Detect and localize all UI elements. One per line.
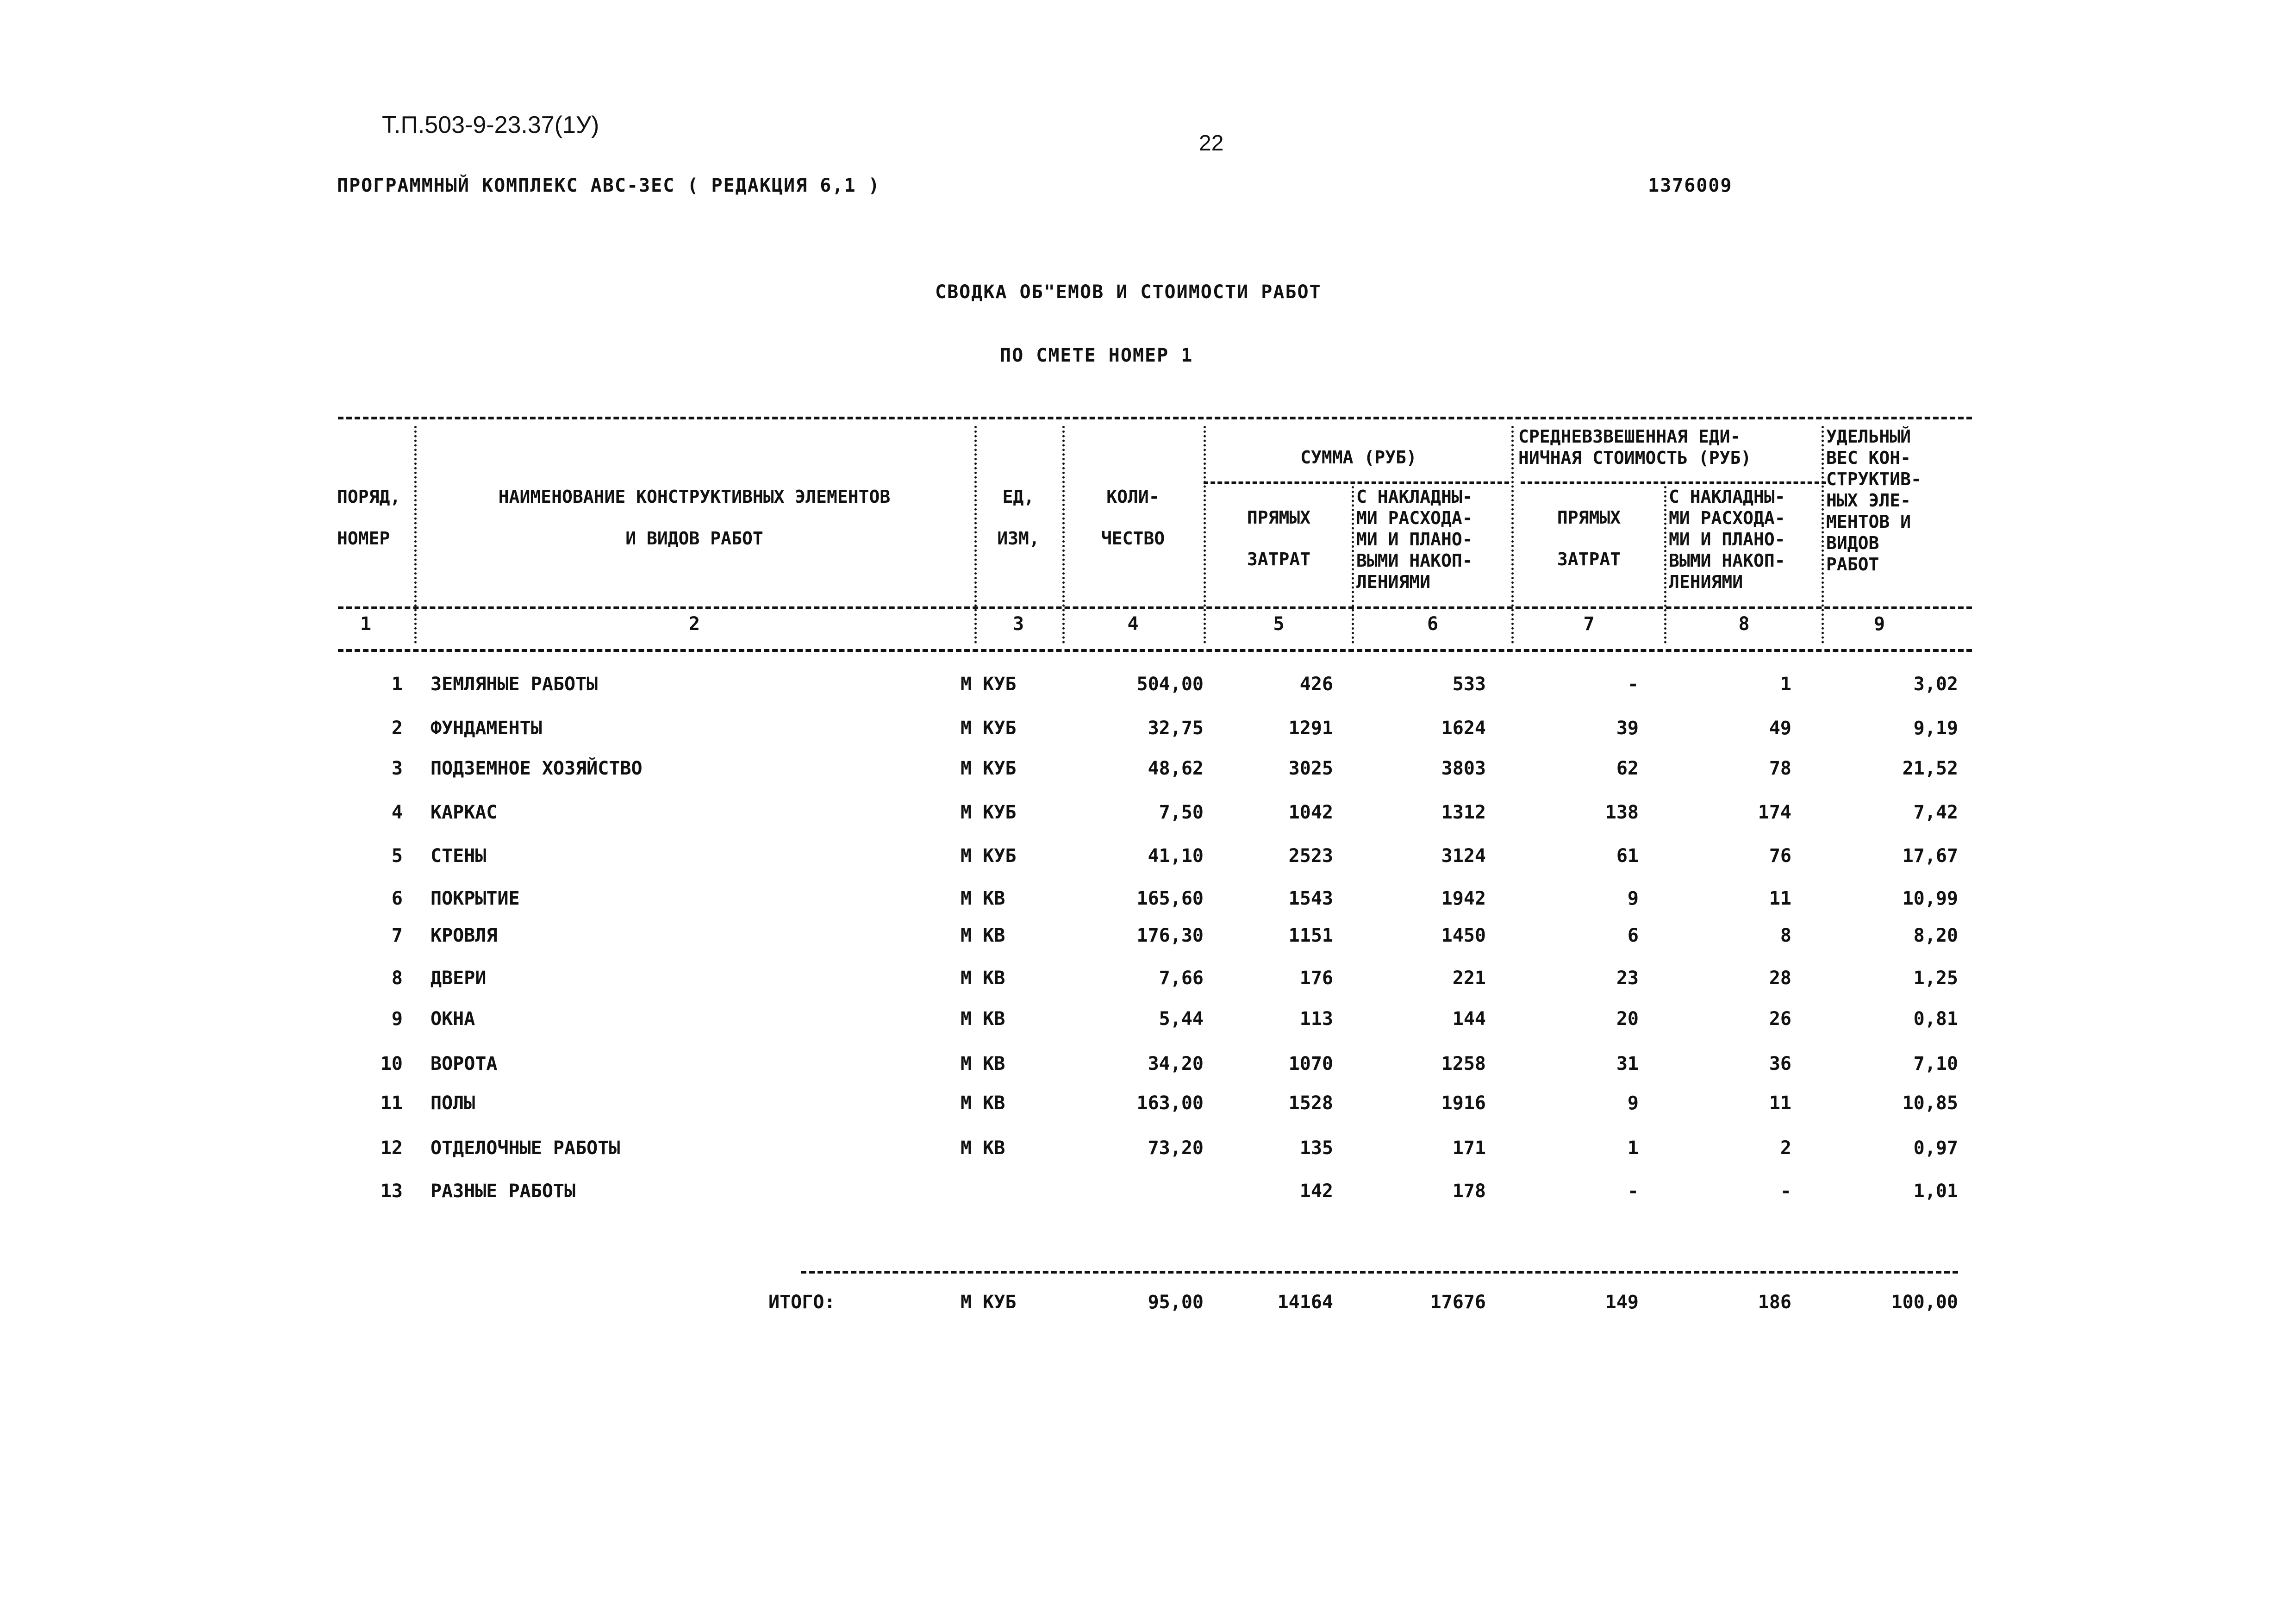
col-number: 2 [688, 613, 700, 635]
document-code: Т.П.503-9-23.37(1У) [382, 112, 599, 138]
total-share: 100,00 [1891, 1292, 1958, 1313]
row-number: 3 [391, 758, 403, 779]
total-quantity: 95,00 [1148, 1292, 1204, 1313]
row-name: ПОДЗЕМНОЕ ХОЗЯЙСТВО [430, 758, 643, 779]
row-name: ДВЕРИ [430, 968, 487, 989]
row-avg-overhead: 11 [1769, 888, 1791, 909]
col-number: 4 [1127, 613, 1139, 635]
total-direct: 14164 [1277, 1292, 1333, 1313]
header-share: УДЕЛЬНЫЙ ВЕС КОН- СТРУКТИВ- НЫХ ЭЛЕ- МЕНТОВ И ВИДОВ РАБОТ [1826, 426, 1922, 575]
header-direct-costs: ПРЯМЫХ ЗАТРАТ [1247, 507, 1311, 569]
col-sep-1 [414, 426, 417, 643]
col-sep-6 [1511, 426, 1514, 643]
row-unit: М КВ [961, 1093, 1005, 1114]
total-rule [801, 1271, 1958, 1274]
row-direct: 1070 [1288, 1053, 1333, 1074]
row-name: РАЗНЫЕ РАБОТЫ [430, 1181, 576, 1202]
row-quantity: 163,00 [1136, 1093, 1204, 1114]
row-avg-overhead: 28 [1769, 968, 1791, 989]
total-label: ИТОГО: [768, 1292, 836, 1313]
row-unit: М КУБ [961, 845, 1017, 867]
row-avg-direct: 62 [1616, 758, 1639, 779]
row-overhead: 221 [1452, 968, 1486, 989]
col-sep-4 [1204, 426, 1206, 643]
row-overhead: 1258 [1441, 1053, 1486, 1074]
row-unit: М КУБ [961, 718, 1017, 739]
avg-group-rule [1521, 481, 1826, 484]
row-unit: М КВ [961, 1137, 1005, 1159]
col-sep-3 [1062, 426, 1065, 643]
row-share: 1,01 [1913, 1181, 1958, 1202]
header-avg-group: СРЕДНЕВЗВЕШЕННАЯ ЕДИ- НИЧНАЯ СТОИМОСТЬ (РУБ) [1518, 426, 1752, 468]
row-share: 10,99 [1902, 888, 1958, 909]
table-top-rule [338, 417, 1972, 419]
row-overhead: 1624 [1441, 718, 1486, 739]
header-avg-with-overhead: С НАКЛАДНЫ- МИ РАСХОДА- МИ И ПЛАНО- ВЫМИ НАКОП- ЛЕНИЯМИ [1669, 487, 1785, 592]
col-number: 9 [1873, 613, 1885, 635]
row-number: 1 [391, 674, 403, 695]
row-direct: 135 [1299, 1137, 1333, 1159]
row-quantity: 165,60 [1136, 888, 1204, 909]
col-sep-5 [1352, 486, 1354, 643]
header-element-name: НАИМЕНОВАНИЕ КОНСТРУКТИВНЫХ ЭЛЕМЕНТОВ И ВИДОВ РАБОТ [498, 487, 891, 549]
row-avg-direct: 31 [1616, 1053, 1639, 1074]
header-sum-group: СУММА (РУБ) [1300, 447, 1417, 468]
row-quantity: 176,30 [1136, 925, 1204, 946]
row-avg-overhead: 8 [1780, 925, 1791, 946]
row-overhead: 1450 [1441, 925, 1486, 946]
row-avg-direct: 61 [1616, 845, 1639, 867]
row-number: 8 [391, 968, 403, 989]
row-number: 2 [391, 718, 403, 739]
row-number: 4 [391, 802, 403, 823]
row-quantity: 32,75 [1148, 718, 1204, 739]
row-name: ОТДЕЛОЧНЫЕ РАБОТЫ [430, 1137, 620, 1159]
row-avg-direct: 9 [1627, 1093, 1639, 1114]
row-unit: М КВ [961, 968, 1005, 989]
row-overhead: 1312 [1441, 802, 1486, 823]
col-number: 8 [1738, 613, 1750, 635]
row-quantity: 504,00 [1136, 674, 1204, 695]
row-quantity: 7,66 [1159, 968, 1204, 989]
row-share: 1,25 [1913, 968, 1958, 989]
row-overhead: 1942 [1441, 888, 1486, 909]
row-number: 10 [380, 1053, 403, 1074]
row-overhead: 3803 [1441, 758, 1486, 779]
row-share: 7,42 [1913, 802, 1958, 823]
row-avg-overhead: - [1780, 1181, 1791, 1202]
row-name: ПОЛЫ [430, 1093, 475, 1114]
row-avg-overhead: 26 [1769, 1008, 1791, 1030]
row-name: ПОКРЫТИЕ [430, 888, 520, 909]
row-avg-direct: 1 [1627, 1137, 1639, 1159]
row-avg-direct: 9 [1627, 888, 1639, 909]
report-title: СВОДКА ОБ"ЕМОВ И СТОИМОСТИ РАБОТ [935, 281, 1322, 303]
row-share: 0,81 [1913, 1008, 1958, 1030]
row-name: КРОВЛЯ [430, 925, 498, 946]
row-number: 11 [380, 1093, 403, 1114]
row-share: 21,52 [1902, 758, 1958, 779]
row-share: 3,02 [1913, 674, 1958, 695]
row-number: 12 [380, 1137, 403, 1159]
row-avg-overhead: 78 [1769, 758, 1791, 779]
row-direct: 1543 [1288, 888, 1333, 909]
row-unit: М КУБ [961, 674, 1017, 695]
row-share: 9,19 [1913, 718, 1958, 739]
row-avg-direct: 138 [1605, 802, 1639, 823]
sum-group-rule [1204, 481, 1509, 484]
row-avg-direct: 23 [1616, 968, 1639, 989]
header-unit: ЕД, ИЗМ, [997, 487, 1040, 549]
row-quantity: 73,20 [1148, 1137, 1204, 1159]
row-quantity: 41,10 [1148, 845, 1204, 867]
row-quantity: 5,44 [1159, 1008, 1204, 1030]
row-unit: М КВ [961, 1008, 1005, 1030]
row-number: 6 [391, 888, 403, 909]
report-subtitle: ПО СМЕТЕ НОМЕР 1 [1000, 345, 1193, 366]
total-avg-direct: 149 [1605, 1292, 1639, 1313]
row-unit: М КВ [961, 1053, 1005, 1074]
row-name: ЗЕМЛЯНЫЕ РАБОТЫ [430, 674, 598, 695]
row-overhead: 3124 [1441, 845, 1486, 867]
row-avg-overhead: 36 [1769, 1053, 1791, 1074]
row-avg-direct: 20 [1616, 1008, 1639, 1030]
row-direct: 1151 [1288, 925, 1333, 946]
col-sep-2 [974, 426, 977, 643]
row-share: 8,20 [1913, 925, 1958, 946]
row-direct: 1042 [1288, 802, 1333, 823]
row-direct: 176 [1299, 968, 1333, 989]
col-sep-7 [1664, 486, 1666, 643]
row-overhead: 178 [1452, 1181, 1486, 1202]
row-direct: 3025 [1288, 758, 1333, 779]
row-share: 7,10 [1913, 1053, 1958, 1074]
total-avg-overhead: 186 [1758, 1292, 1791, 1313]
row-number: 9 [391, 1008, 403, 1030]
row-direct: 113 [1299, 1008, 1333, 1030]
document-id: 1376009 [1648, 175, 1733, 196]
row-quantity: 7,50 [1159, 802, 1204, 823]
row-avg-direct: 6 [1627, 925, 1639, 946]
row-avg-direct: - [1627, 674, 1639, 695]
row-overhead: 1916 [1441, 1093, 1486, 1114]
program-line: ПРОГРАММНЫЙ КОМПЛЕКС АВС-ЗЕС ( РЕДАКЦИЯ 6,1 ) [337, 175, 880, 196]
total-overhead: 17676 [1430, 1292, 1486, 1313]
row-number: 5 [391, 845, 403, 867]
row-overhead: 144 [1452, 1008, 1486, 1030]
row-number: 13 [380, 1181, 403, 1202]
header-with-overhead: С НАКЛАДНЫ- МИ РАСХОДА- МИ И ПЛАНО- ВЫМИ НАКОП- ЛЕНИЯМИ [1356, 487, 1473, 592]
row-avg-overhead: 11 [1769, 1093, 1791, 1114]
row-overhead: 533 [1452, 674, 1486, 695]
row-avg-direct: 39 [1616, 718, 1639, 739]
col-sep-8 [1822, 426, 1824, 643]
row-share: 17,67 [1902, 845, 1958, 867]
row-direct: 2523 [1288, 845, 1333, 867]
row-avg-overhead: 1 [1780, 674, 1791, 695]
row-name: ВОРОТА [430, 1053, 498, 1074]
total-unit: М КУБ [961, 1292, 1017, 1313]
row-share: 0,97 [1913, 1137, 1958, 1159]
row-avg-direct: - [1627, 1181, 1639, 1202]
header-quantity: КОЛИ- ЧЕСТВО [1101, 487, 1165, 549]
col-number: 5 [1273, 613, 1285, 635]
row-direct: 1528 [1288, 1093, 1333, 1114]
row-unit: М КВ [961, 888, 1005, 909]
row-name: ФУНДАМЕНТЫ [430, 718, 542, 739]
header-avg-direct: ПРЯМЫХ ЗАТРАТ [1557, 507, 1621, 569]
row-quantity: 34,20 [1148, 1053, 1204, 1074]
row-quantity: 48,62 [1148, 758, 1204, 779]
col-number: 3 [1012, 613, 1024, 635]
col-number: 6 [1427, 613, 1439, 635]
colnum-bottom-rule [338, 649, 1972, 652]
row-unit: М КВ [961, 925, 1005, 946]
col-number: 1 [360, 613, 372, 635]
row-overhead: 171 [1452, 1137, 1486, 1159]
row-direct: 426 [1299, 674, 1333, 695]
row-share: 10,85 [1902, 1093, 1958, 1114]
page-number: 22 [1199, 131, 1224, 156]
row-avg-overhead: 174 [1758, 802, 1791, 823]
row-direct: 1291 [1288, 718, 1333, 739]
row-unit: М КУБ [961, 758, 1017, 779]
row-avg-overhead: 49 [1769, 718, 1791, 739]
row-direct: 142 [1299, 1181, 1333, 1202]
header-bottom-rule [338, 606, 1972, 609]
col-number: 7 [1583, 613, 1595, 635]
row-avg-overhead: 2 [1780, 1137, 1791, 1159]
row-unit: М КУБ [961, 802, 1017, 823]
header-order-number: ПОРЯД, НОМЕР [337, 487, 401, 549]
row-name: СТЕНЫ [430, 845, 487, 867]
row-name: КАРКАС [430, 802, 498, 823]
row-avg-overhead: 76 [1769, 845, 1791, 867]
row-number: 7 [391, 925, 403, 946]
row-name: ОКНА [430, 1008, 475, 1030]
